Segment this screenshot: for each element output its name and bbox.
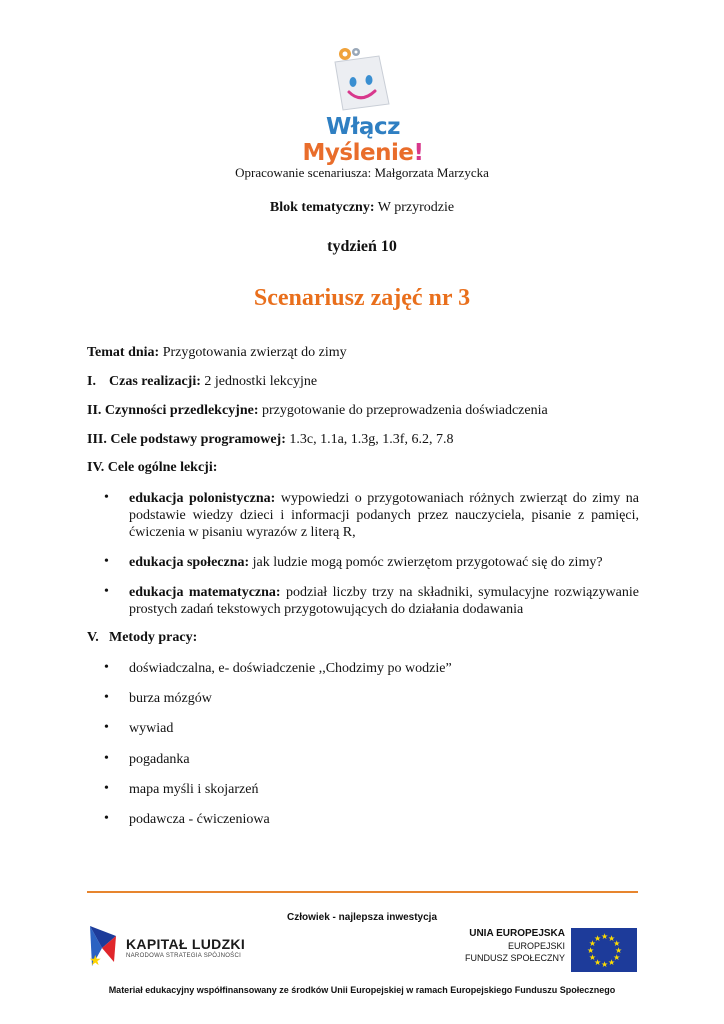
- kapital-ludzki-title: KAPITAŁ LUDZKI: [126, 936, 246, 952]
- svg-text:★: ★: [89, 953, 102, 969]
- page-title: Scenariusz zajęć nr 3: [253, 285, 471, 311]
- section-curriculum: III. Cele podstawy programowej: 1.3c, 1.1a, 1.3g, 1.3f, 6.2, 7.8: [87, 432, 454, 447]
- goal-item-polish: edukacja polonistyczna: wypowiedzi o przygotowaniach różnych zwierząt do zimy na podstawie wiedzy dzieci i informacji podanych przez nauczyciela, pisanie z pamięci, ćwiczenia w pisaniu wyrazów z literą R,: [129, 491, 640, 540]
- topic-line: [87, 345, 347, 361]
- kapital-ludzki-logo-icon: [86, 922, 120, 972]
- method-item: burza mózgów: [129, 691, 212, 706]
- bullet-icon: •: [104, 554, 109, 569]
- section-prelesson: II. Czynności przedlekcyjne: przygotowanie do przeprowadzenia doświadczenia: [87, 403, 548, 418]
- eu-star-icon: ★: [594, 958, 602, 968]
- section-methods: V. Metody pracy:: [87, 630, 198, 645]
- section-goals: IV. Cele ogólne lekcji:: [87, 460, 218, 475]
- wlacz-myslenie-logo: [283, 30, 443, 166]
- goal-item-social: edukacja społeczna: jak ludzie mogą pomóc zwierzętom przygotować się do zimy?: [129, 555, 603, 570]
- eu-star-icon: ★: [594, 933, 602, 943]
- block-value: W przyrodzie: [377, 200, 455, 215]
- eu-star-icon: ★: [588, 939, 597, 948]
- logo-wordmark: Włącz Myślenie!: [302, 114, 424, 166]
- eu-star-icon: ★: [601, 932, 609, 941]
- bullet-icon: •: [104, 811, 109, 826]
- week-heading: tydzień 10: [327, 238, 397, 255]
- method-item: mapa myśli i skojarzeń: [129, 782, 259, 797]
- eu-star-icon: ★: [613, 939, 621, 948]
- eu-star-icon: ★: [588, 953, 597, 962]
- method-item: doświadczalna, e- doświadczenie ,,Chodzimy po wodzie”: [129, 661, 452, 676]
- eu-flag-icon: [571, 928, 637, 972]
- kapital-ludzki-subtitle: NARODOWA STRATEGIA SPÓJNOŚCI: [126, 953, 242, 959]
- block-label: Blok tematyczny:: [269, 200, 375, 215]
- goal-item-math: edukacja matematyczna: podział liczby trzy na składniki, symulacyjne rozwiązywanie prostych zadań tekstowych przygotowujących do działania dodawania: [129, 585, 640, 617]
- footer-slogan: Człowiek - najlepsza inwestycja: [286, 912, 438, 923]
- bullet-icon: •: [104, 751, 109, 766]
- eu-star-icon: ★: [613, 953, 621, 962]
- bullet-icon: •: [104, 660, 109, 675]
- eu-text: UNIA EUROPEJSKA EUROPEJSKI FUNDUSZ SPOŁECZNY: [464, 928, 565, 963]
- eu-star-icon: ★: [587, 946, 595, 955]
- bullet-icon: •: [104, 690, 109, 705]
- bullet-icon: •: [104, 720, 109, 735]
- topic-label: Temat dnia:: [87, 345, 160, 360]
- bullet-icon: •: [104, 490, 109, 505]
- method-item: wywiad: [129, 721, 174, 736]
- bullet-icon: •: [104, 781, 109, 796]
- footer-divider: [87, 891, 638, 893]
- cofinance-note: Materiał edukacyjny współfinansowany ze środków Unii Europejskiej w ramach Europejskiego Funduszu Społecznego: [108, 985, 616, 995]
- eu-star-icon: ★: [608, 958, 616, 968]
- method-item: podawcza - ćwiczeniowa: [129, 812, 270, 827]
- eu-star-icon: ★: [601, 960, 609, 969]
- method-item: pogadanka: [129, 752, 190, 767]
- bullet-icon: •: [104, 584, 109, 599]
- smiley-cube-icon: [331, 44, 393, 114]
- section-time: I. Czas realizacji: 2 jednostki lekcyjne: [87, 374, 318, 389]
- eu-star-icon: ★: [608, 933, 616, 943]
- author-line: Opracowanie scenariusza: Małgorzata Marzycka: [235, 165, 489, 180]
- eu-star-icon: ★: [615, 946, 623, 955]
- thematic-block: [0, 200, 724, 216]
- topic-value: Przygotowania zwierząt do zimy: [162, 345, 347, 360]
